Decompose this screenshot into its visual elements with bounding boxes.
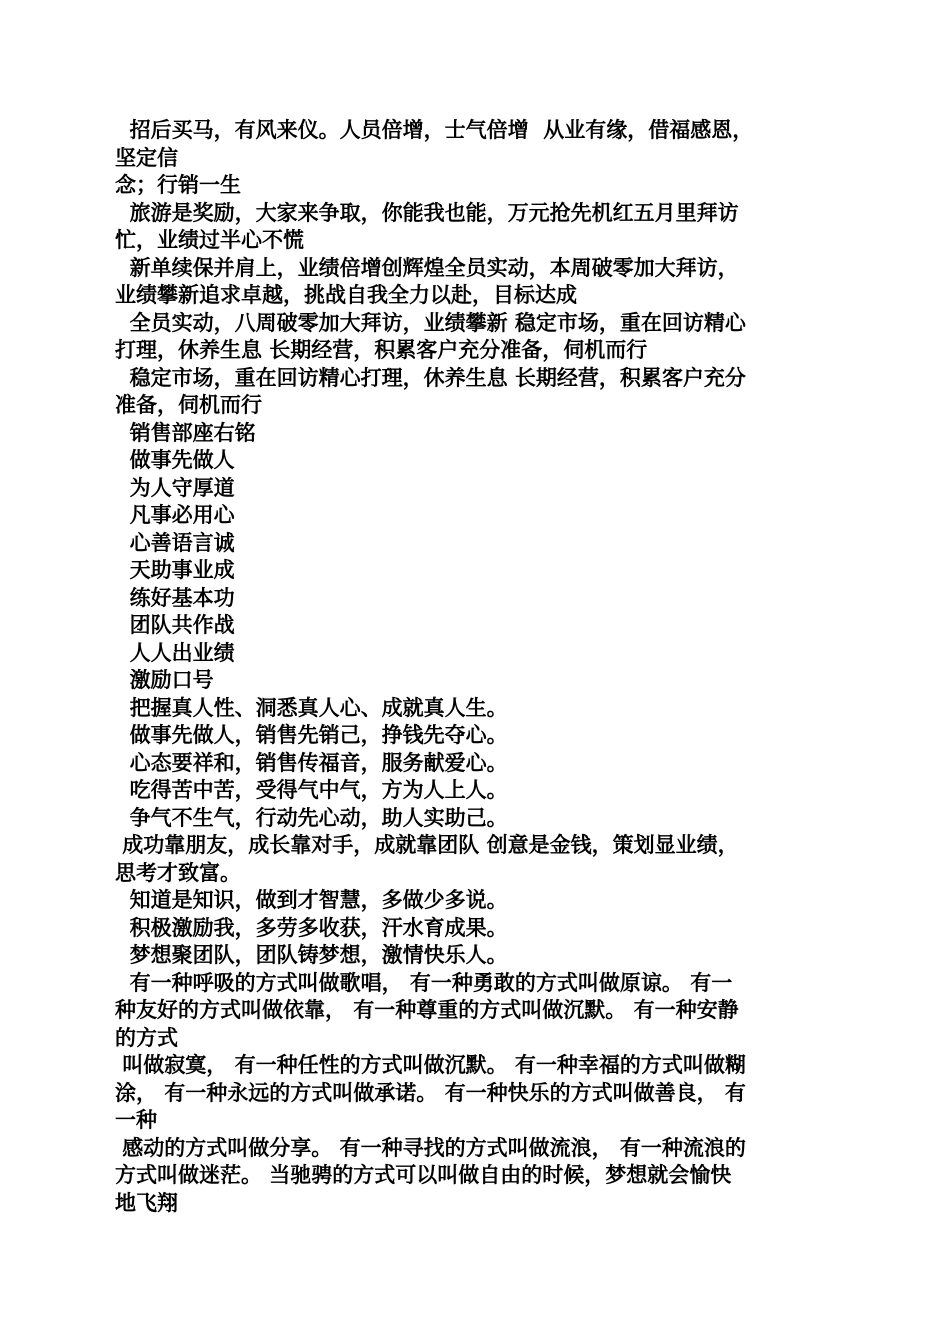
text-line: 涂， 有一种永远的方式叫做承诺。 有一种快乐的方式叫做善良， 有: [115, 1080, 746, 1105]
text-line: 种友好的方式叫做依靠， 有一种尊重的方式叫做沉默。 有一种安静: [115, 998, 739, 1022]
text-line: 叫做寂寞， 有一种任性的方式叫做沉默。 有一种幸福的方式叫做糊: [115, 1053, 746, 1077]
slogan-line: 知道是知识，做到才智慧，多做少多说。: [115, 888, 508, 912]
text-line: 旅游是奖励，大家来争取，你能我也能，万元抢先机红五月里拜访: [115, 200, 739, 225]
motto-line: 心善语言诚: [115, 530, 235, 555]
motto-line: 凡事必用心: [115, 503, 235, 527]
text-line: 忙，业绩过半心不慌: [115, 228, 304, 252]
slogan-line: 积极激励我，多劳多收获，汗水育成果。: [115, 915, 508, 940]
section-heading-slogans: 激励口号: [115, 668, 214, 692]
slogan-line: 心态要祥和，销售传福音，服务献爱心。: [115, 750, 508, 775]
motto-line: 天助事业成: [115, 558, 235, 582]
slogan-line: 思考才致富。: [115, 860, 241, 885]
slogan-line: 把握真人性、洞悉真人心、成就真人生。: [115, 695, 508, 720]
section-heading-motto: 销售部座右铭: [115, 420, 256, 445]
slogan-line: 吃得苦中苦，受得气中气，方为人上人。: [115, 778, 508, 802]
text-line: 全员实动，八周破零加大拜访，业绩攀新 稳定市场，重在回访精心: [115, 310, 746, 335]
text-line: 准备，伺机而行: [115, 393, 262, 417]
slogan-line: 做事先做人，销售先销己，挣钱先夺心。: [115, 723, 508, 747]
motto-line: 团队共作战: [115, 613, 235, 637]
text-line: 地飞翔: [115, 1190, 178, 1215]
motto-line: 为人守厚道: [115, 475, 235, 500]
motto-line: 做事先做人: [115, 448, 235, 472]
text-line: 招后买马，有风来仪。人员倍增，士气倍增 从业有缘，借福感恩，: [115, 118, 754, 142]
text-line: 新单续保并肩上，业绩倍增创辉煌全员实动，本周破零加大拜访，: [115, 255, 739, 280]
text-line: 有一种呼吸的方式叫做歌唱， 有一种勇敢的方式叫做原谅。 有一: [115, 970, 733, 995]
motto-line: 练好基本功: [115, 585, 235, 610]
text-line: 一种: [115, 1108, 157, 1132]
slogan-line: 梦想聚团队，团队铸梦想，激情快乐人。: [115, 943, 508, 967]
text-line: 的方式: [115, 1025, 178, 1050]
document-body: [115, 117, 835, 1217]
text-line: 方式叫做迷茫。 当驰骋的方式可以叫做自由的时候，梦想就会愉快: [115, 1163, 732, 1187]
motto-line: 人人出业绩: [115, 640, 235, 665]
text-line: 坚定信: [115, 145, 178, 170]
text-line: 业绩攀新追求卓越，挑战自我全力以赴，目标达成: [115, 283, 577, 307]
text-line: 打理，休养生息 长期经营，积累客户充分准备，伺机而行: [115, 338, 648, 362]
slogan-line: 争气不生气，行动先心动，助人实助己。: [115, 805, 508, 830]
text-line: 稳定市场，重在回访精心打理，休养生息 长期经营，积累客户充分: [115, 365, 746, 390]
slogan-line: 成功靠朋友，成长靠对手，成就靠团队 创意是金钱，策划显业绩，: [115, 833, 739, 857]
text-line: 念；行销一生: [115, 173, 241, 197]
text-line: 感动的方式叫做分享。 有一种寻找的方式叫做流浪， 有一种流浪的: [115, 1135, 746, 1160]
